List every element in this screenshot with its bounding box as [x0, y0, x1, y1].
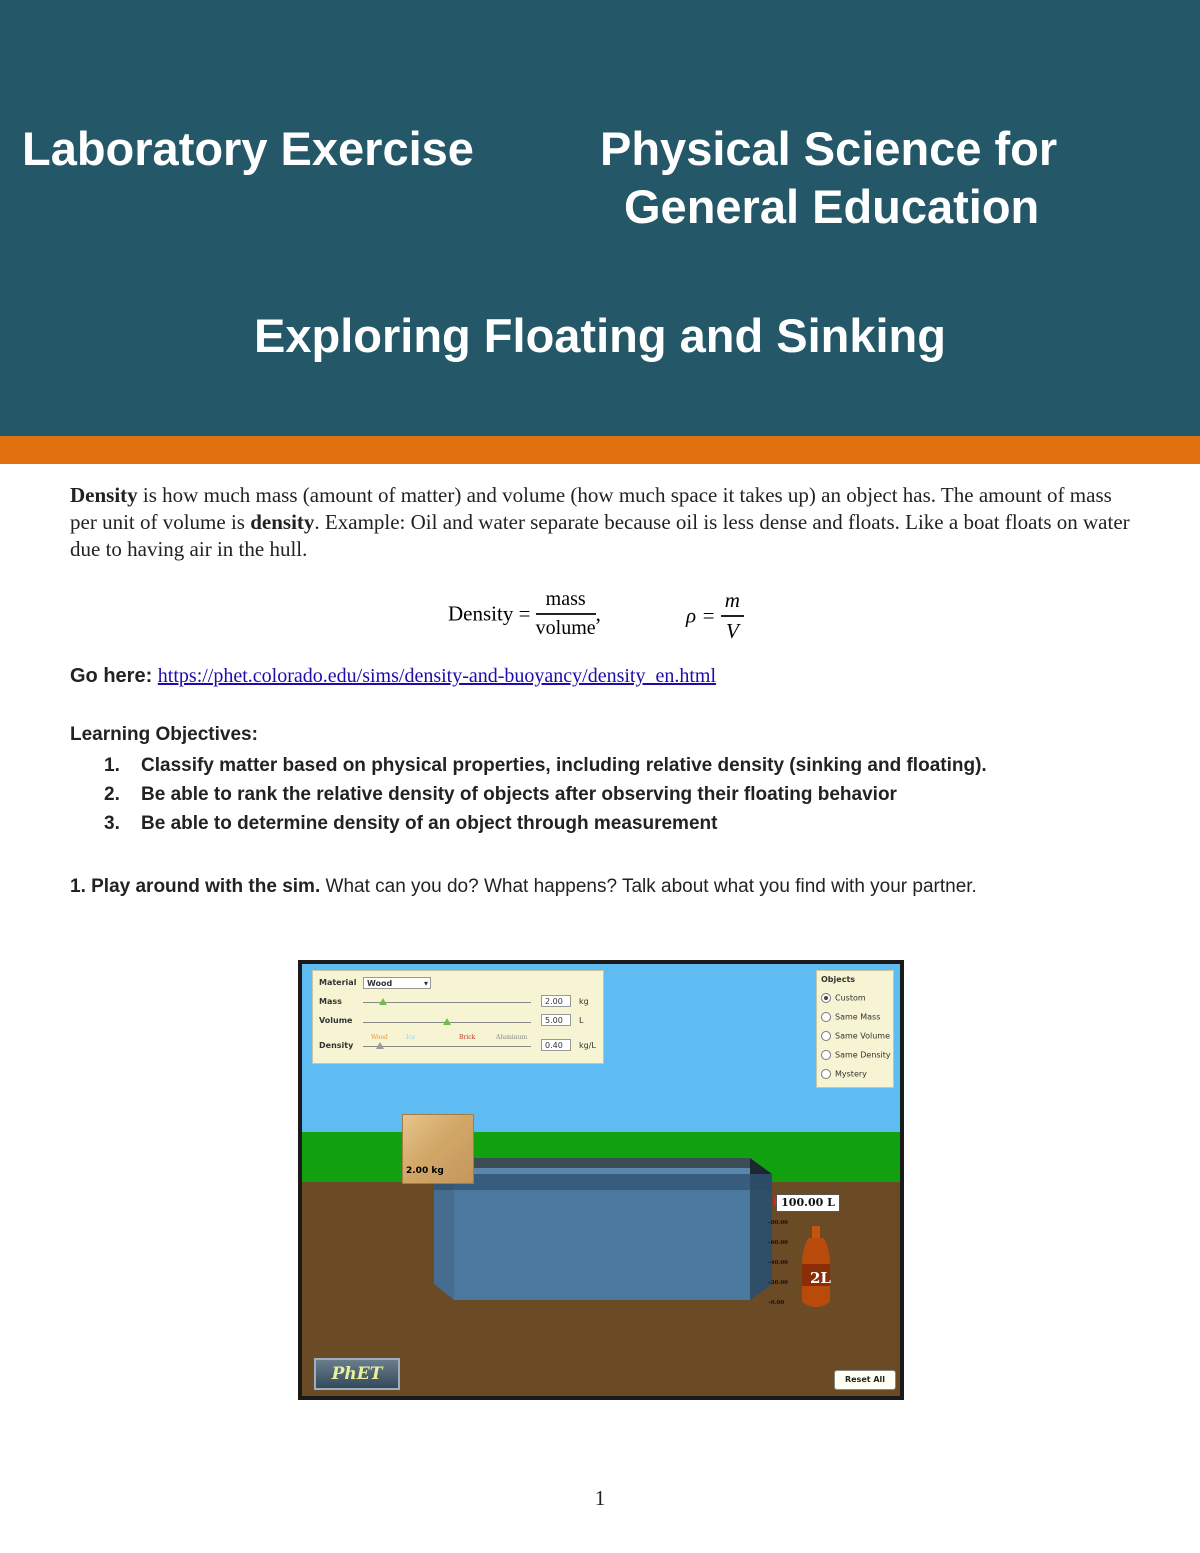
formula-comma: ,	[595, 601, 601, 626]
density-unit: kg/L	[579, 1041, 596, 1050]
radio-selected-icon	[821, 993, 831, 1003]
go-here-line	[70, 665, 716, 688]
density-marker-wood: Wood	[371, 1034, 388, 1041]
pool-water-surface	[434, 1174, 772, 1190]
intro-term-density-2: density	[250, 510, 315, 534]
mass-unit: kg	[579, 997, 589, 1006]
density-scale-track	[363, 1046, 531, 1047]
density-readout: 0.40	[541, 1039, 571, 1051]
formula-symbol-denominator: V	[725, 619, 739, 643]
water-volume-readout: 100.00 L	[776, 1194, 840, 1212]
volume-label: Volume	[319, 1016, 353, 1025]
lab-exercise-title: Laboratory Exercise	[22, 122, 474, 175]
density-marker-aluminum: Aluminum	[496, 1034, 528, 1041]
formula-numerator: mass	[536, 588, 596, 615]
wood-block-mass-label: 2.00 kg	[406, 1166, 444, 1176]
list-item-number: 3.	[104, 813, 120, 834]
radio-same-density[interactable]	[821, 1050, 891, 1060]
chevron-down-icon: ▾	[423, 979, 428, 988]
material-select-value: Wood	[367, 979, 393, 988]
learning-objectives-list	[104, 752, 987, 839]
radio-mystery[interactable]	[821, 1069, 867, 1079]
question-1-text: What can you do? What happens? Talk about what you find with your partner.	[320, 876, 977, 897]
list-item-text: Be able to determine density of an object through measurement	[141, 813, 718, 834]
accent-bar	[0, 436, 1200, 464]
bottle-label: 2L	[810, 1269, 831, 1287]
scale-tick: –0.00	[768, 1300, 785, 1306]
mass-slider-track[interactable]	[363, 1002, 531, 1003]
radio-icon	[821, 1031, 831, 1041]
radio-label: Same Density	[835, 1050, 891, 1060]
scale-tick-label: 20.00	[770, 1280, 788, 1286]
course-title-line1: Physical Science for	[600, 122, 1058, 175]
scale-tick: –60.00	[768, 1240, 788, 1246]
radio-label: Mystery	[835, 1069, 867, 1079]
density-marker-brick: Brick	[459, 1034, 476, 1041]
scale-tick-label: 40.00	[770, 1260, 788, 1266]
scale-tick-label: 0.00	[770, 1300, 785, 1306]
scale-tick-label: 80.00	[770, 1220, 788, 1226]
reset-all-button[interactable]: Reset All	[834, 1370, 896, 1390]
formula-symbol-fraction	[721, 588, 744, 644]
learning-objectives-title: Learning Objectives:	[70, 724, 258, 745]
list-item-text: Be able to rank the relative density of objects after observing their floating behavior	[141, 784, 897, 805]
scale-tick: –40.00	[768, 1260, 788, 1266]
question-1	[70, 876, 977, 898]
soda-bottle-icon	[802, 1226, 830, 1307]
list-item	[104, 752, 987, 781]
list-item	[104, 810, 987, 839]
pool-water-front	[434, 1174, 772, 1300]
list-item-text: Classify matter based on physical properties, including relative density (sinking and floating).	[141, 755, 987, 776]
mass-input[interactable]: 2.00	[541, 995, 571, 1007]
density-simulation-screenshot	[298, 960, 904, 1400]
intro-text-1: is how much mass (amount of matter) and volume (how much space it takes up) an object has. The amount of mass per unit of volume is	[70, 483, 1112, 534]
question-1-lead: 1. Play around with the sim.	[70, 876, 321, 897]
formula-symbol-numerator: m	[721, 588, 744, 617]
radio-label: Same Volume	[835, 1031, 890, 1041]
radio-icon	[821, 1050, 831, 1060]
radio-label: Custom	[835, 993, 866, 1003]
density-indicator	[376, 1042, 384, 1049]
radio-label: Same Mass	[835, 1012, 881, 1022]
page-title: Exploring Floating and Sinking	[254, 309, 946, 362]
material-select[interactable]	[363, 977, 431, 989]
header-banner	[0, 0, 1200, 436]
formula-denominator: volume	[535, 617, 596, 639]
radio-same-volume[interactable]	[821, 1031, 890, 1041]
density-formula	[0, 584, 1200, 644]
radio-same-mass[interactable]	[821, 1012, 880, 1022]
formula-word-fraction	[536, 588, 596, 640]
list-item-number: 1.	[104, 755, 120, 776]
objects-panel	[816, 970, 894, 1088]
intro-text-2: . Example: Oil and water separate because oil is less dense and floats. Like a boat floats on water due to having air in the hull.	[70, 510, 1130, 561]
list-item	[104, 781, 987, 810]
phet-logo[interactable]: PhET	[314, 1358, 400, 1390]
material-controls-panel	[312, 970, 604, 1064]
page-number: 1	[594, 1486, 606, 1510]
radio-icon	[821, 1069, 831, 1079]
formula-symbol-lhs: ρ =	[686, 603, 716, 628]
intro-paragraph	[70, 482, 1130, 563]
volume-input[interactable]: 5.00	[541, 1014, 571, 1026]
scale-tick: –20.00	[768, 1280, 788, 1286]
radio-custom[interactable]	[821, 993, 866, 1003]
radio-icon	[821, 1012, 831, 1022]
material-label: Material	[319, 978, 357, 987]
list-item-number: 2.	[104, 784, 120, 805]
scale-tick-label: 60.00	[770, 1240, 788, 1246]
mass-slider-thumb[interactable]	[379, 998, 387, 1005]
volume-slider-thumb[interactable]	[443, 1018, 451, 1025]
intro-term-density: Density	[70, 483, 138, 507]
volume-unit: L	[579, 1016, 584, 1025]
formula-lhs: Density =	[448, 601, 531, 626]
phet-sim-link[interactable]: https://phet.colorado.edu/sims/density-and-buoyancy/density_en.html	[157, 665, 717, 687]
objects-title: Objects	[821, 975, 856, 984]
density-marker-ice: Ice	[406, 1034, 416, 1041]
density-label: Density	[319, 1041, 354, 1050]
scale-tick: –80.00	[768, 1220, 788, 1226]
mass-label: Mass	[319, 997, 342, 1006]
course-title-line2: General Education	[624, 180, 1040, 233]
go-here-label: Go here:	[70, 665, 158, 687]
